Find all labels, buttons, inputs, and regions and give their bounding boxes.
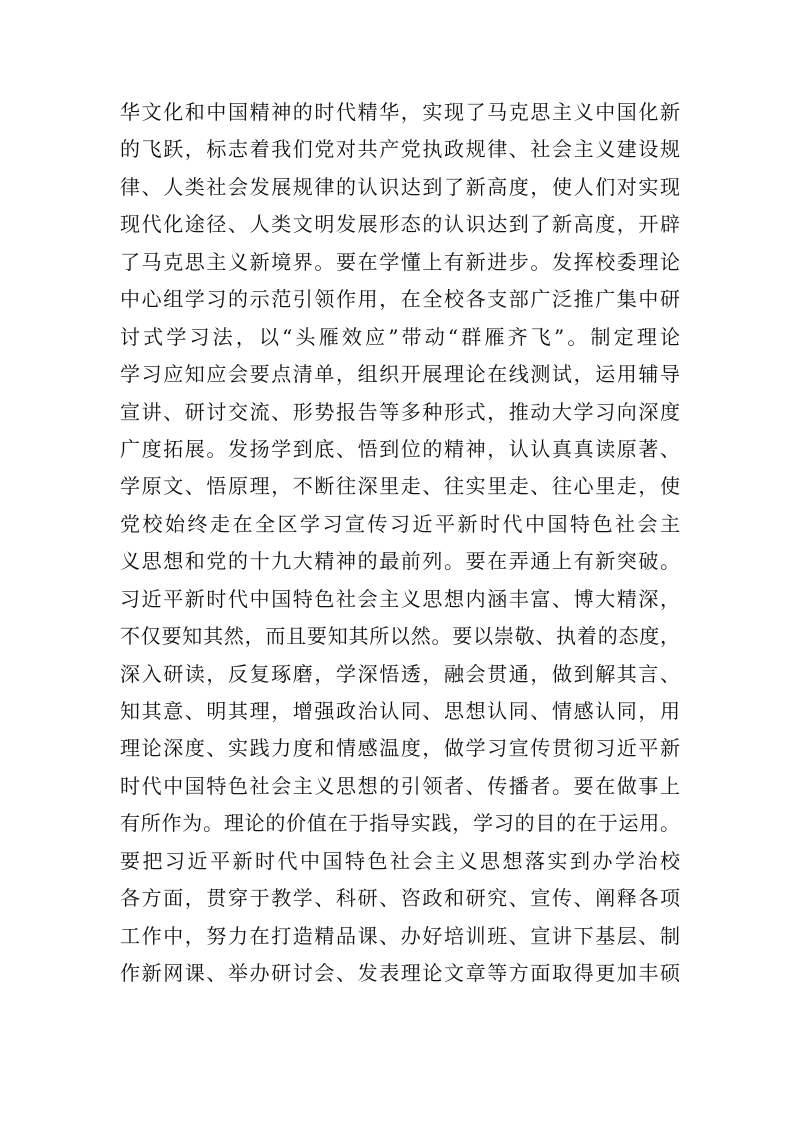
text-line: 深入研读，反复琢磨，学深悟透，融会贯通，做到解其言、 — [120, 661, 680, 686]
text-line: 义思想和党的十九大精神的最前列。要在弄通上有新突破。 — [120, 549, 680, 574]
text-line: 学原文、悟原理，不断往深里走、往实里走、往心里走，使 — [120, 474, 680, 499]
text-line: 讨式学习法，以“头雁效应”带动“群雁齐飞”。制定理论 — [120, 324, 680, 349]
text-line: 广度拓展。发扬学到底、悟到位的精神，认认真真读原著、 — [120, 436, 680, 461]
text-line: 习近平新时代中国特色社会主义思想内涵丰富、博大精深， — [120, 586, 680, 611]
text-line: 作新网课、举办研讨会、发表理论文章等方面取得更加丰硕 — [120, 961, 680, 986]
text-line: 要把习近平新时代中国特色社会主义思想落实到办学治校 — [120, 848, 680, 873]
text-line: 的飞跃，标志着我们党对共产党执政规律、社会主义建设规 — [120, 137, 680, 162]
text-line: 律、人类社会发展规律的认识达到了新高度，使人们对实现 — [120, 174, 680, 199]
text-line: 了马克思主义新境界。要在学懂上有新进步。发挥校委理论 — [120, 249, 680, 274]
text-line: 不仅要知其然，而且要知其所以然。要以崇敬、执着的态度， — [120, 624, 680, 649]
text-line: 学习应知应会要点清单，组织开展理论在线测试，运用辅导 — [120, 362, 680, 387]
text-line: 知其意、明其理，增强政治认同、思想认同、情感认同，用 — [120, 699, 680, 723]
text-line: 现代化途径、人类文明发展形态的认识达到了新高度，开辟 — [120, 212, 680, 237]
text-line: 中心组学习的示范引领作用，在全校各支部广泛推广集中研 — [120, 287, 680, 312]
text-line: 各方面，贯穿于教学、科研、咨政和研究、宣传、阐释各项 — [120, 886, 680, 911]
text-line: 工作中，努力在打造精品课、办好培训班、宣讲下基层、制 — [120, 923, 680, 948]
body-text — [120, 94, 680, 993]
text-line: 理论深度、实践力度和情感温度，做学习宣传贯彻习近平新 — [120, 736, 680, 761]
text-line: 宣讲、研讨交流、形势报告等多种形式，推动大学习向深度 — [120, 399, 680, 424]
text-line: 华文化和中国精神的时代精华，实现了马克思主义中国化新 — [120, 100, 680, 124]
text-line: 时代中国特色社会主义思想的引领者、传播者。要在做事上 — [120, 773, 680, 798]
text-line: 有所作为。理论的价值在于指导实践，学习的目的在于运用。 — [120, 811, 680, 836]
text-line: 党校始终走在全区学习宣传习近平新时代中国特色社会主 — [120, 511, 680, 536]
